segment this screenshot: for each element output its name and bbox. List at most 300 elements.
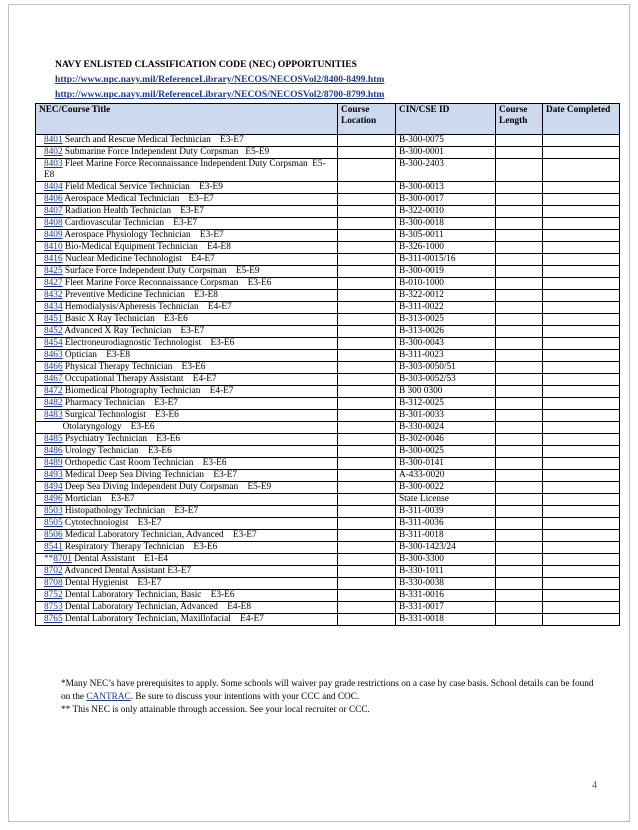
nec-code-link[interactable]: 8408 [44,218,63,228]
cell-course-location [338,554,396,566]
nec-code-link[interactable]: 8489 [44,458,63,468]
cell-date-completed [543,302,620,314]
cell-cin: B-300-0017 [396,194,496,206]
nec-code-link[interactable]: 8505 [44,518,63,528]
table-row [36,218,620,230]
nec-code-link[interactable]: 8708 [44,578,63,588]
cell-cin: B-300-0001 [396,147,496,159]
table-row [36,578,620,590]
course-title-text: Cytotechnologist E3-E7 [62,518,162,528]
nec-code-link[interactable]: 8483 [44,410,63,420]
course-title-text: Fleet Marine Force Reconnaissance Corpsman E3-E6 [62,278,272,288]
cell-cin: B-313-0025 [396,314,496,326]
cell-cin: B-311-0015/16 [396,254,496,266]
cell-date-completed [543,530,620,542]
cell-course-title [36,362,338,374]
cell-course-title [36,135,338,147]
nec-code-link[interactable]: 8409 [44,230,63,240]
table-header-row [36,104,620,135]
cell-course-length [496,206,543,218]
cell-date-completed [543,518,620,530]
cell-course-length [496,422,543,434]
nec-code-link[interactable]: 8403 [44,159,63,169]
course-title-text: Medical Laboratory Technician, Advanced E3-E7 [62,530,257,540]
cell-cin: B-300-0013 [396,182,496,194]
cell-course-title [36,434,338,446]
course-title-text: Histopathology Technician E3-E7 [62,506,199,516]
cell-course-length [496,230,543,242]
course-title-text: Medical Deep Sea Diving Technician E3-E7 [62,470,238,480]
col-header-location: Course Location [338,104,396,135]
table-row [36,398,620,410]
course-title-text: Hemodialysis/Apheresis Technician E4-E7 [62,302,232,312]
cell-course-location [338,278,396,290]
cell-course-location [338,446,396,458]
cell-date-completed [543,182,620,194]
course-title-text: Mortician E3-E7 [62,494,135,504]
cell-course-title [36,470,338,482]
course-title-text: Cardiovascular Technician E3-E7 [62,218,198,228]
nec-code-link[interactable]: 8493 [44,470,63,480]
course-title-text: Advanced X Ray Technician E3-E7 [62,326,205,336]
course-title-text: Preventive Medicine Technician E3-E8 [62,290,218,300]
nec-code-link[interactable]: 8496 [44,494,63,504]
cell-cin: B-311-0022 [396,302,496,314]
table-row [36,147,620,159]
cell-course-title [36,386,338,398]
course-title-text: Surgical Technologist E3-E6 [62,410,179,420]
cell-course-length [496,159,543,182]
course-title-text: Psychiatry Technician E3-E6 [62,434,181,444]
cell-date-completed [543,398,620,410]
cell-date-completed [543,362,620,374]
cell-course-length [496,530,543,542]
table-row [36,602,620,614]
nec-code-link[interactable]: 8463 [44,350,63,360]
nec-table [35,103,620,626]
cell-date-completed [543,422,620,434]
cell-cin: State License [396,494,496,506]
table-row [36,135,620,147]
nec-code-link[interactable]: 8701 [53,554,72,564]
course-title-text: Occupational Therapy Assistant E4-E7 [62,374,217,384]
cell-date-completed [543,135,620,147]
cell-course-length [496,494,543,506]
cell-course-location [338,182,396,194]
footnote-accession: ** This NEC is only attainable through accession. See your local recruiter or CCC. [61,705,370,715]
cell-cin: B-300-0019 [396,266,496,278]
cell-course-location [338,290,396,302]
table-row [36,566,620,578]
nec-code-link[interactable]: 8702 [44,566,63,576]
cell-course-length [496,362,543,374]
cell-date-completed [543,434,620,446]
cell-course-title [36,506,338,518]
course-title-text: Physical Therapy Technician E3-E6 [62,362,206,372]
cell-date-completed [543,266,620,278]
table-row [36,590,620,602]
table-row [36,230,620,242]
nec-code-link[interactable]: 8503 [44,506,63,516]
cell-date-completed [543,350,620,362]
course-title-text: Pharmacy Technician E3-E7 [62,398,178,408]
cell-course-location [338,266,396,278]
cell-course-title [36,326,338,338]
table-row [36,554,620,566]
cell-course-title [36,350,338,362]
table-row [36,266,620,278]
cell-course-length [496,147,543,159]
table-row [36,254,620,266]
table-row [36,506,620,518]
table-body [36,135,620,626]
table-row [36,410,620,422]
cell-course-location [338,614,396,626]
table-row [36,302,620,314]
cell-course-length [496,338,543,350]
course-title-text: Advanced Dental Assistant E3-E7 [62,566,192,576]
nec-code-link[interactable]: 8402 [44,147,63,157]
cell-cin: B 300 0300 [396,386,496,398]
nec-code-link[interactable]: 8432 [44,290,63,300]
cell-cin: B-331-0017 [396,602,496,614]
table-row [36,278,620,290]
cell-date-completed [543,374,620,386]
cell-course-length [496,590,543,602]
nec-code-link[interactable]: 8467 [44,374,63,384]
cell-course-length [496,398,543,410]
cell-course-title [36,147,338,159]
table-row [36,338,620,350]
table-row [36,206,620,218]
cell-course-title [36,554,338,566]
cell-course-length [496,326,543,338]
table-row [36,482,620,494]
cell-cin: B-322-0012 [396,290,496,302]
table-row [36,194,620,206]
course-title-text: Radiation Health Technician E3-E7 [62,206,205,216]
table-row [36,159,620,182]
cell-course-title [36,494,338,506]
cell-course-location [338,458,396,470]
cell-course-location [338,398,396,410]
cell-cin: B-300-0018 [396,218,496,230]
cell-course-location [338,374,396,386]
nec-code-link[interactable]: 8482 [44,398,63,408]
cell-course-location [338,542,396,554]
cell-cin: B-326-1000 [396,242,496,254]
cell-course-location [338,218,396,230]
document-title: NAVY ENLISTED CLASSIFICATION CODE (NEC) OPPORTUNITIES [55,59,358,70]
course-title-text: Optician E3-E8 [62,350,130,360]
cell-cin: B-311-0023 [396,350,496,362]
table-row [36,614,620,626]
cell-date-completed [543,602,620,614]
table-row [36,242,620,254]
cell-course-length [496,566,543,578]
cell-date-completed [543,386,620,398]
course-title-text: Dental Laboratory Technician, Advanced E4-E8 [62,602,251,612]
course-title-text: Urology Technician E3-E6 [62,446,172,456]
cell-course-length [496,446,543,458]
course-title-text: Submarine Force Independent Duty Corpsman E5-E9 [62,147,270,157]
cell-date-completed [543,218,620,230]
col-header-date: Date Completed [543,104,620,135]
reference-link-8400 [55,73,384,87]
cell-date-completed [543,159,620,182]
cell-course-location [338,147,396,159]
nec-code-link[interactable]: 8454 [44,338,63,348]
cell-date-completed [543,194,620,206]
cell-course-title [36,302,338,314]
cell-course-location [338,254,396,266]
nec-code-link[interactable]: 8486 [44,446,63,456]
nec-code-link[interactable]: 8452 [44,326,63,336]
table-row [36,374,620,386]
cell-course-length [496,218,543,230]
nec-code-link[interactable]: 8425 [44,266,63,276]
course-title-text: Dental Assistant E1-E4 [71,554,168,564]
cell-cin: B-010-1000 [396,278,496,290]
cell-course-title [36,566,338,578]
cell-date-completed [543,314,620,326]
cell-date-completed [543,242,620,254]
table-row [36,362,620,374]
table-row [36,386,620,398]
cell-course-length [496,482,543,494]
cell-cin: B-331-0018 [396,614,496,626]
cell-course-length [496,410,543,422]
cell-course-location [338,434,396,446]
cell-course-location [338,135,396,147]
cell-course-length [496,182,543,194]
cell-course-title [36,290,338,302]
nec-code-link[interactable]: 8485 [44,434,63,444]
nec-code-link[interactable]: 8472 [44,386,63,396]
cell-course-title [36,374,338,386]
table-row [36,458,620,470]
cell-course-location [338,566,396,578]
table-row [36,326,620,338]
nec-code-link[interactable]: 8506 [44,530,63,540]
cell-course-location [338,159,396,182]
cell-course-title [36,398,338,410]
course-title-text: Biomedical Photography Technician E4-E7 [62,386,234,396]
cell-course-title [36,482,338,494]
nec-code-link[interactable]: 8752 [44,590,63,600]
nec-code-link[interactable]: 8404 [44,182,63,192]
cell-date-completed [543,410,620,422]
cell-date-completed [543,278,620,290]
cell-cin: B-300-1423/24 [396,542,496,554]
cell-cin: B-305-0011 [396,230,496,242]
cell-date-completed [543,578,620,590]
cell-course-length [496,386,543,398]
cell-course-title [36,602,338,614]
cell-cin: B-300-0022 [396,482,496,494]
course-title-text: Search and Rescue Medical Technician E3-E7 [62,135,244,145]
reference-link-8700 [55,88,384,102]
cell-course-length [496,254,543,266]
course-title-text: Dental Laboratory Technician, Basic E3-E6 [62,590,235,600]
cell-course-title [36,266,338,278]
footnote-prerequisites [61,678,601,704]
cell-course-length [496,278,543,290]
cell-course-location [338,302,396,314]
cell-course-location [338,326,396,338]
nec-code-link[interactable]: 8401 [44,135,63,145]
cell-date-completed [543,147,620,159]
cell-date-completed [543,230,620,242]
cell-course-title [36,278,338,290]
nec-code-link[interactable]: 8541 [44,542,63,552]
cell-date-completed [543,494,620,506]
table-row [36,422,620,434]
nec-code-link[interactable]: 8765 [44,614,63,624]
course-title-text: Dental Hygienist E3-E7 [62,578,162,588]
cell-course-title [36,182,338,194]
cell-course-title [36,194,338,206]
course-title-text: Surface Force Independent Duty Corpsman E5-E9 [62,266,260,276]
cell-cin: B-300-0043 [396,338,496,350]
nec-code-link[interactable]: 8434 [44,302,63,312]
table-row [36,434,620,446]
cell-course-length [496,135,543,147]
cell-course-length [496,350,543,362]
cell-course-location [338,494,396,506]
cell-cin: A-433-0020 [396,470,496,482]
cell-course-length [496,302,543,314]
nec-code-link[interactable]: 8427 [44,278,63,288]
course-title-text: Fleet Marine Force Reconnaissance Independent Duty Corpsman E5-E8 [44,159,326,180]
reference-link-8400-anchor[interactable]: http://www.npc.navy.mil/ReferenceLibrary/NECOS/NECOSVol2/8400-8499.htm [55,74,385,85]
table-row [36,542,620,554]
course-title-text: Basic X Ray Technician E3-E6 [62,314,188,324]
cell-cin: B-300-2403 [396,159,496,182]
cell-cin: B-311-0036 [396,518,496,530]
cell-date-completed [543,338,620,350]
cell-course-location [338,578,396,590]
cell-course-length [496,518,543,530]
cell-course-location [338,410,396,422]
course-title-text: Aerospace Physiology Technician E3-E7 [62,230,224,240]
cell-cin: B-300-0141 [396,458,496,470]
col-header-cin: CIN/CSE ID [396,104,496,135]
cell-course-location [338,350,396,362]
cell-cin: B-301-0033 [396,410,496,422]
cell-date-completed [543,326,620,338]
cell-course-length [496,314,543,326]
cell-course-length [496,434,543,446]
cell-course-location [338,506,396,518]
cell-course-title [36,206,338,218]
nec-code-link[interactable]: 8406 [44,194,63,204]
cell-course-location [338,194,396,206]
cell-course-length [496,242,543,254]
cell-course-location [338,314,396,326]
cell-cin: B-311-0018 [396,530,496,542]
course-title-text: Aerospace Medical Technician E3–E7 [62,194,214,204]
nec-code-link[interactable]: 8407 [44,206,63,216]
cell-course-length [496,578,543,590]
cell-date-completed [543,446,620,458]
table-row [36,470,620,482]
nec-code-link[interactable]: 8416 [44,254,63,264]
course-title-text: Nuclear Medicine Technologist E4-E7 [62,254,215,264]
cell-course-location [338,230,396,242]
cell-date-completed [543,566,620,578]
cell-date-completed [543,554,620,566]
cell-course-length [496,614,543,626]
nec-code-link[interactable]: 8753 [44,602,63,612]
cell-course-title [36,410,338,422]
cell-course-location [338,530,396,542]
table-row [36,446,620,458]
nec-code-link[interactable]: 8466 [44,362,63,372]
cell-course-location [338,206,396,218]
cell-course-length [496,266,543,278]
cell-course-length [496,458,543,470]
cell-cin: B-302-0046 [396,434,496,446]
cell-date-completed [543,470,620,482]
cell-cin: B-311-0039 [396,506,496,518]
cell-cin: B-303-0052/53 [396,374,496,386]
cell-cin: B-312-0025 [396,398,496,410]
cell-course-location [338,422,396,434]
cell-course-title [36,159,338,182]
col-header-length: Course Length [496,104,543,135]
cell-cin: B-330-1011 [396,566,496,578]
reference-link-8700-anchor[interactable]: http://www.npc.navy.mil/ReferenceLibrary/NECOS/NECOSVol2/8700-8799.htm [55,89,385,100]
cell-course-location [338,590,396,602]
cell-date-completed [543,590,620,602]
cell-cin: B-303-0050/51 [396,362,496,374]
cell-course-length [496,506,543,518]
table-row [36,290,620,302]
cell-cin: B-300-0025 [396,446,496,458]
footnote-text-1-end: . Be sure to discuss your intentions with your CCC and COC. [130,692,360,702]
cell-cin: B-300-3300 [396,554,496,566]
cell-date-completed [543,458,620,470]
nec-code-link[interactable]: 8494 [44,482,63,492]
cell-date-completed [543,290,620,302]
cell-course-title [36,314,338,326]
table-row [36,530,620,542]
cell-date-completed [543,254,620,266]
cell-cin: B-313-0026 [396,326,496,338]
nec-code-link[interactable]: 8410 [44,242,63,252]
cell-course-title [36,542,338,554]
course-title-text: Dental Laboratory Technician, Maxillofacial E4-E7 [62,614,264,624]
course-title-text: Deep Sea Diving Independent Duty Corpsman E5-E9 [62,482,272,492]
table-row [36,494,620,506]
page-number: 4 [592,780,597,791]
col-header-title: NEC/Course Title [36,104,338,135]
cell-course-title [36,590,338,602]
course-title-text: Orthopedic Cast Room Technician E3-E6 [62,458,227,468]
cell-course-location [338,362,396,374]
cantrac-link[interactable]: CANTRAC [86,692,131,702]
cell-course-title [36,578,338,590]
accession-marker: ** [44,554,54,564]
cell-date-completed [543,614,620,626]
cell-course-title [36,518,338,530]
nec-code-link[interactable]: 8451 [44,314,63,324]
cell-date-completed [543,506,620,518]
course-title-text: Electroneurodiagnostic Technologist E3-E6 [62,338,235,348]
cell-course-location [338,482,396,494]
footnote-text-1: *Many NEC’s have prerequisites to apply. Some schools will waiver pay grade restrictions on a case by case basis. School details can be found on the [61,679,594,702]
